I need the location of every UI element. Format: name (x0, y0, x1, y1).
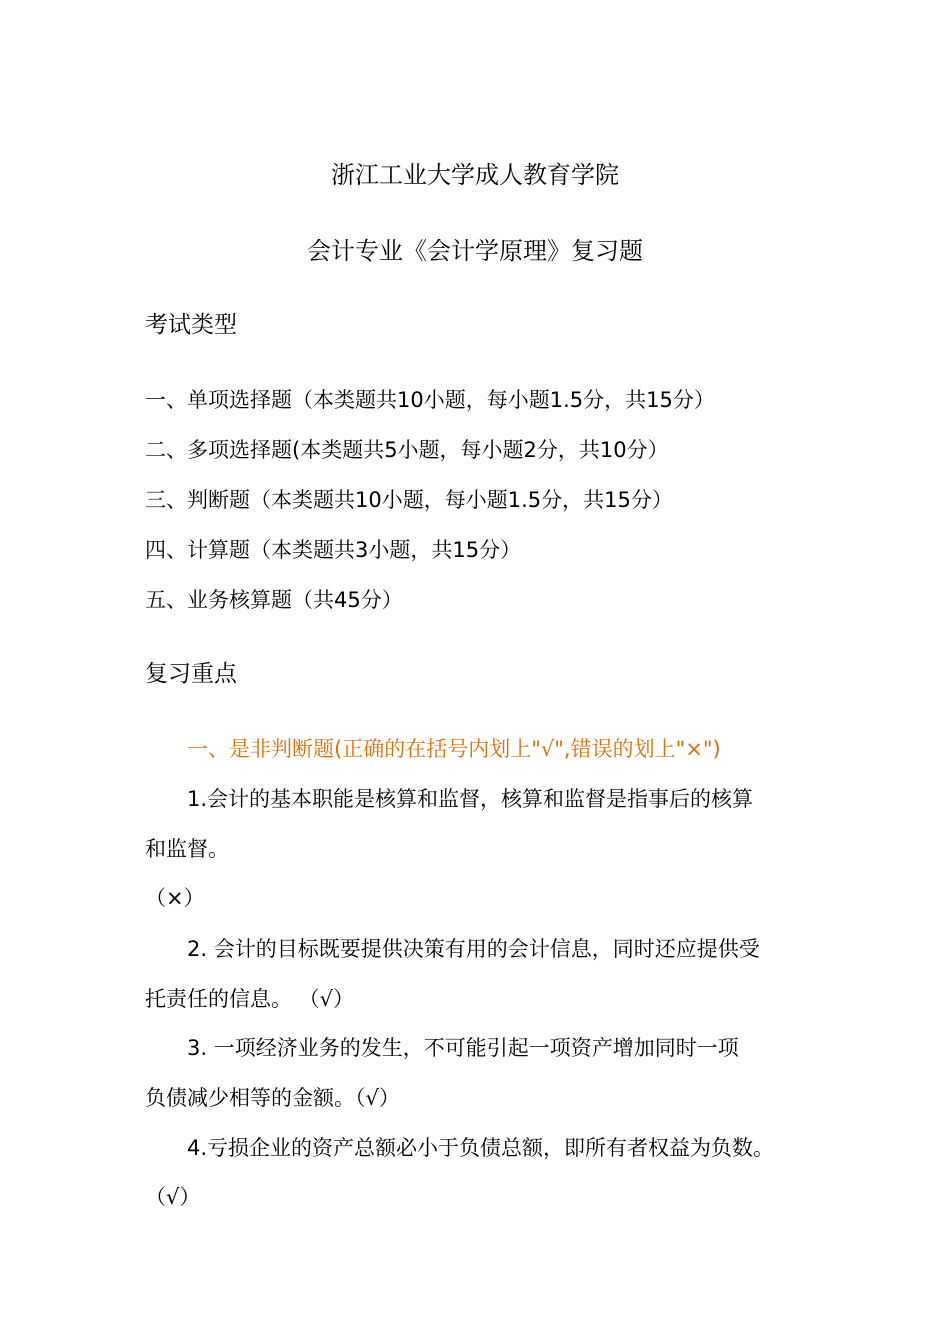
exam-type-item: 四、计算题（本类题共3小题，共15分） (145, 538, 522, 562)
exam-type-item: 三、判断题（本类题共10小题，每小题1.5分，共15分） (145, 488, 673, 512)
question-4-text: 4.亏损企业的资产总额必小于负债总额，即所有者权益为负数。 (187, 1136, 775, 1160)
exam-type-item: 五、业务核算题（共45分） (145, 588, 403, 612)
exam-types-heading: 考试类型 (145, 312, 237, 338)
document-title: 浙江工业大学成人教育学院 (331, 161, 619, 189)
exam-type-item: 一、单项选择题（本类题共10小题，每小题1.5分，共15分） (145, 388, 715, 412)
question-3-text: 3. 一项经济业务的发生，不可能引起一项资产增加同时一项 (187, 1036, 739, 1060)
question-3-text-cont: 负债减少相等的金额。（√） (145, 1086, 400, 1110)
question-4-answer: （√） (145, 1185, 201, 1209)
exam-type-item: 二、多项选择题(本类题共5小题，每小题2分，共10分） (145, 438, 669, 462)
question-1-text: 1.会计的基本职能是核算和监督，核算和监督是指事后的核算 (187, 787, 754, 811)
question-2-text: 2. 会计的目标既要提供决策有用的会计信息，同时还应提供受 (187, 937, 760, 961)
document-subtitle: 会计专业《会计学原理》复习题 (307, 237, 643, 265)
question-1-text-cont: 和监督。 (145, 837, 229, 861)
question-2-text-cont: 托责任的信息。 （√） (145, 987, 355, 1011)
judgment-section-heading: 一、是非判断题(正确的在括号内划上"√",错误的划上"×") (187, 737, 721, 761)
question-1-answer: （×） (145, 886, 205, 910)
review-heading: 复习重点 (145, 661, 237, 687)
